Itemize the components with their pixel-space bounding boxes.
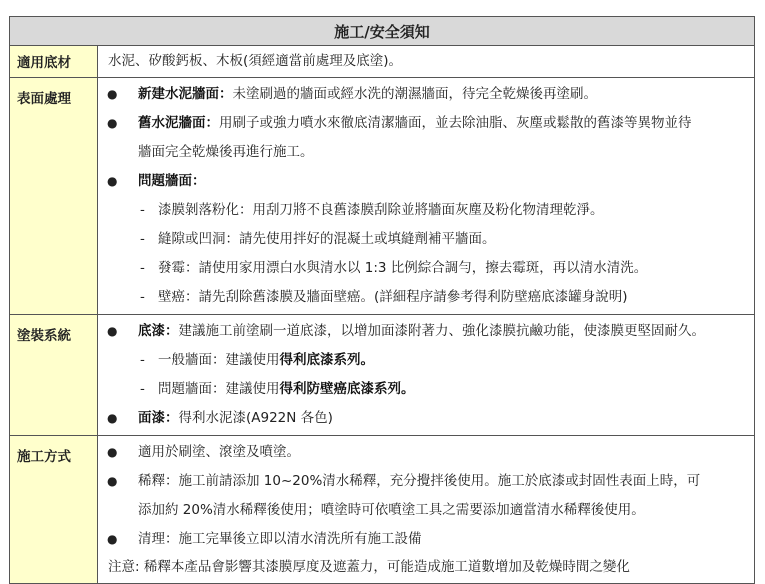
sub-item [98,225,754,254]
primer-text: 建議施工前塗刷一道底漆，以增加面漆附著力、強化漆膜抗鹼功能，使漆膜更堅固耐久。 [178,323,705,339]
old-wall-text-2: 牆面完全乾燥後再進行施工。 [138,144,314,160]
method-item-3: 清理：施工完畢後立即以清水清洗所有施工設備 [138,531,422,547]
problem-item-4: 壁癌：請先刮除舊漆膜及牆面壁癌。(詳細程序請參考得利防壁癌底漆罐身說明) [158,289,628,305]
substrate-row [10,46,755,78]
problem-item-1: 漆膜剝落粉化：用刮刀將不良舊漆膜刮除並將牆面灰塵及粉化物清理乾淨。 [158,202,604,218]
list-item [98,404,754,433]
problem-wall-title: 問題牆面： [138,173,206,189]
dash-icon: - [140,381,145,397]
sub-item [98,196,754,225]
method-label: 施工方式 [10,436,98,584]
substrate-text: 水泥、矽酸鈣板、木板(須經適當前處理及底塗)。 [108,53,403,69]
bullet-icon: ● [107,411,118,425]
bullet-icon: ● [107,532,118,546]
list-item-continuation [98,496,754,525]
old-wall-title: 舊水泥牆面： [138,115,219,131]
sub-item [98,375,754,404]
bullet-icon: ● [107,445,118,459]
system-label: 塗裝系統 [10,315,98,436]
dash-icon: - [140,260,145,276]
surface-row [10,78,755,315]
bullet-icon: ● [107,87,118,101]
new-wall-text: 未塗刷過的牆面或經水洗的潮濕牆面，待完全乾燥後再塗刷。 [232,86,597,102]
bullet-icon: ● [107,116,118,130]
problem-item-3: 發霉：請使用家用漂白水與清水以 1:3 比例綜合調勻，擦去霉斑，再以清水清洗。 [158,260,648,276]
general-wall-product: 得利底漆系列。 [279,352,374,368]
problem-wall-product: 得利防壁癌底漆系列。 [279,381,415,397]
list-item [98,438,754,467]
method-item-1: 適用於刷塗、滾塗及噴塗。 [138,444,300,460]
substrate-content [98,46,755,78]
system-content [98,315,755,436]
bullet-icon: ● [107,324,118,338]
list-item [98,525,754,554]
problem-item-2: 縫隙或凹洞：請先使用拌好的混凝土或填縫劑補平牆面。 [158,231,496,247]
sub-item [98,254,754,283]
bullet-icon: ● [107,474,118,488]
dilution-note: 注意: 稀釋本產品會影響其漆膜厚度及遮蓋力，可能造成施工道數增加及乾燥時間之變化 [108,559,630,575]
dash-icon: - [140,352,145,368]
new-wall-title: 新建水泥牆面： [138,86,233,102]
list-item-continuation [98,138,754,167]
surface-label: 表面處理 [10,78,98,315]
primer-title: 底漆： [138,323,179,339]
system-row [10,315,755,436]
general-wall-prefix: 一般牆面：建議使用 [158,352,280,368]
topcoat-text: 得利水泥漆(A922N 各色) [178,410,333,426]
table-title: 施工/安全須知 [10,17,755,46]
sub-item [98,346,754,375]
list-item [98,167,754,196]
list-item [98,80,754,109]
title-row [10,17,755,46]
dash-icon: - [140,231,145,247]
method-item-2-line-2: 添加約 20%清水稀釋後使用；噴塗時可依噴塗工具之需要添加適當清水稀釋後使用。 [138,502,645,518]
list-item [98,109,754,138]
method-content [98,436,755,584]
list-item [98,317,754,346]
sub-item [98,283,754,312]
safety-instructions-table [9,16,755,584]
surface-content [98,78,755,315]
method-row [10,436,755,584]
method-item-2-line-1: 稀釋：施工前請添加 10~20%清水稀釋，充分攪拌後使用。施工於底漆或封固性表面上時，可 [138,473,701,489]
dash-icon: - [140,289,145,305]
list-item [98,467,754,496]
topcoat-title: 面漆： [138,410,179,426]
old-wall-text-1: 用刷子或強力噴水來徹底清潔牆面，並去除油脂、灰塵或鬆散的舊漆等異物並待 [219,115,692,131]
dash-icon: - [140,202,145,218]
substrate-label: 適用底材 [10,46,98,78]
problem-wall-prefix: 問題牆面：建議使用 [158,381,280,397]
bullet-icon: ● [107,174,118,188]
